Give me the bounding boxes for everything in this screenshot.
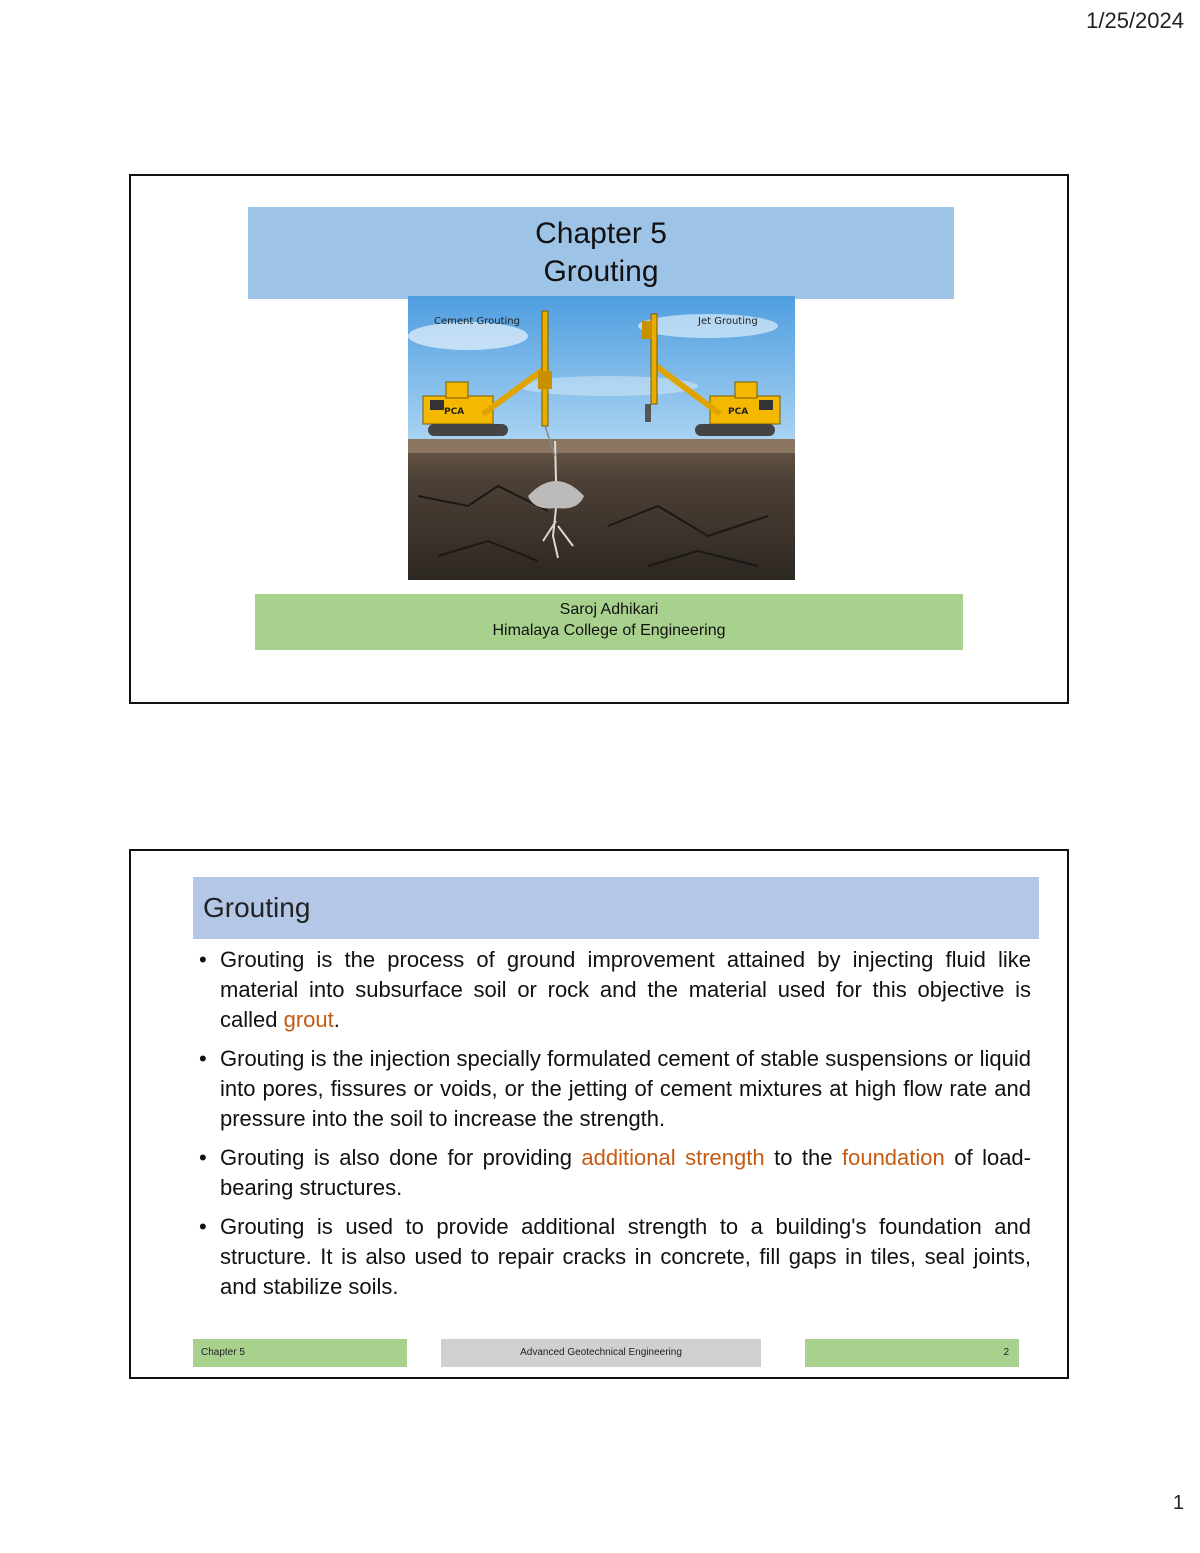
- chapter-title: Chapter 5: [535, 217, 667, 250]
- bullet-item: • Grouting is the injection specially formulated cement of stable suspensions or liquid into pores, fissures or voids, or the jetting of cement mixtures at high flow rate and pressure into the soil to increase the strength.: [199, 1046, 1031, 1131]
- footer-course: Advanced Geotechnical Engineering: [441, 1339, 761, 1367]
- soil-layer: [408, 439, 795, 580]
- bullet-dot: •: [199, 1214, 207, 1239]
- cement-grouting-label: Cement Grouting: [434, 316, 520, 327]
- bullet-item: • Grouting is used to provide additional strength to a building's foundation and structure. It is also used to repair cracks in concrete, fill gaps in tiles, seal joints, and stabilize soils.: [199, 1214, 1031, 1299]
- bullet-dot: •: [199, 1046, 207, 1071]
- svg-text:PCA: PCA: [728, 407, 749, 417]
- bullet-item: • Grouting is also done for providing additional strength to the foundation of load-bearing structures.: [199, 1145, 1031, 1200]
- footer-chapter: Chapter 5: [193, 1339, 407, 1367]
- author-name: Saroj Adhikari: [559, 601, 659, 618]
- jet-grouting-label: Jet Grouting: [698, 316, 758, 327]
- bullet-dot: •: [199, 1145, 207, 1170]
- slide-1: [129, 174, 1069, 704]
- highlight-foundation: foundation: [841, 1145, 945, 1170]
- highlight-additional-strength: additional strength: [581, 1145, 765, 1170]
- highlight-grout: grout: [283, 1007, 334, 1032]
- grouting-illustration: [408, 296, 795, 580]
- bullet-item: • Grouting is the process of ground improvement attained by injecting fluid like material into subsurface soil or rock and the material used for this objective is called grout.: [199, 947, 1031, 1032]
- institution-name: Himalaya College of Engineering: [492, 622, 726, 639]
- slide-1-title-band: [248, 207, 954, 299]
- author-band: [255, 594, 963, 650]
- bullet-list: [191, 945, 1031, 1311]
- svg-text:PCA: PCA: [444, 407, 465, 417]
- page-number: 1: [1172, 1492, 1184, 1514]
- chapter-subtitle: Grouting: [543, 255, 659, 288]
- slide-2-title: Grouting: [193, 877, 1039, 939]
- footer-slide-number: 2: [805, 1339, 1019, 1367]
- slide-2: [129, 849, 1069, 1379]
- bullet-dot: •: [199, 947, 207, 972]
- print-date: 1/25/2024: [1086, 8, 1184, 33]
